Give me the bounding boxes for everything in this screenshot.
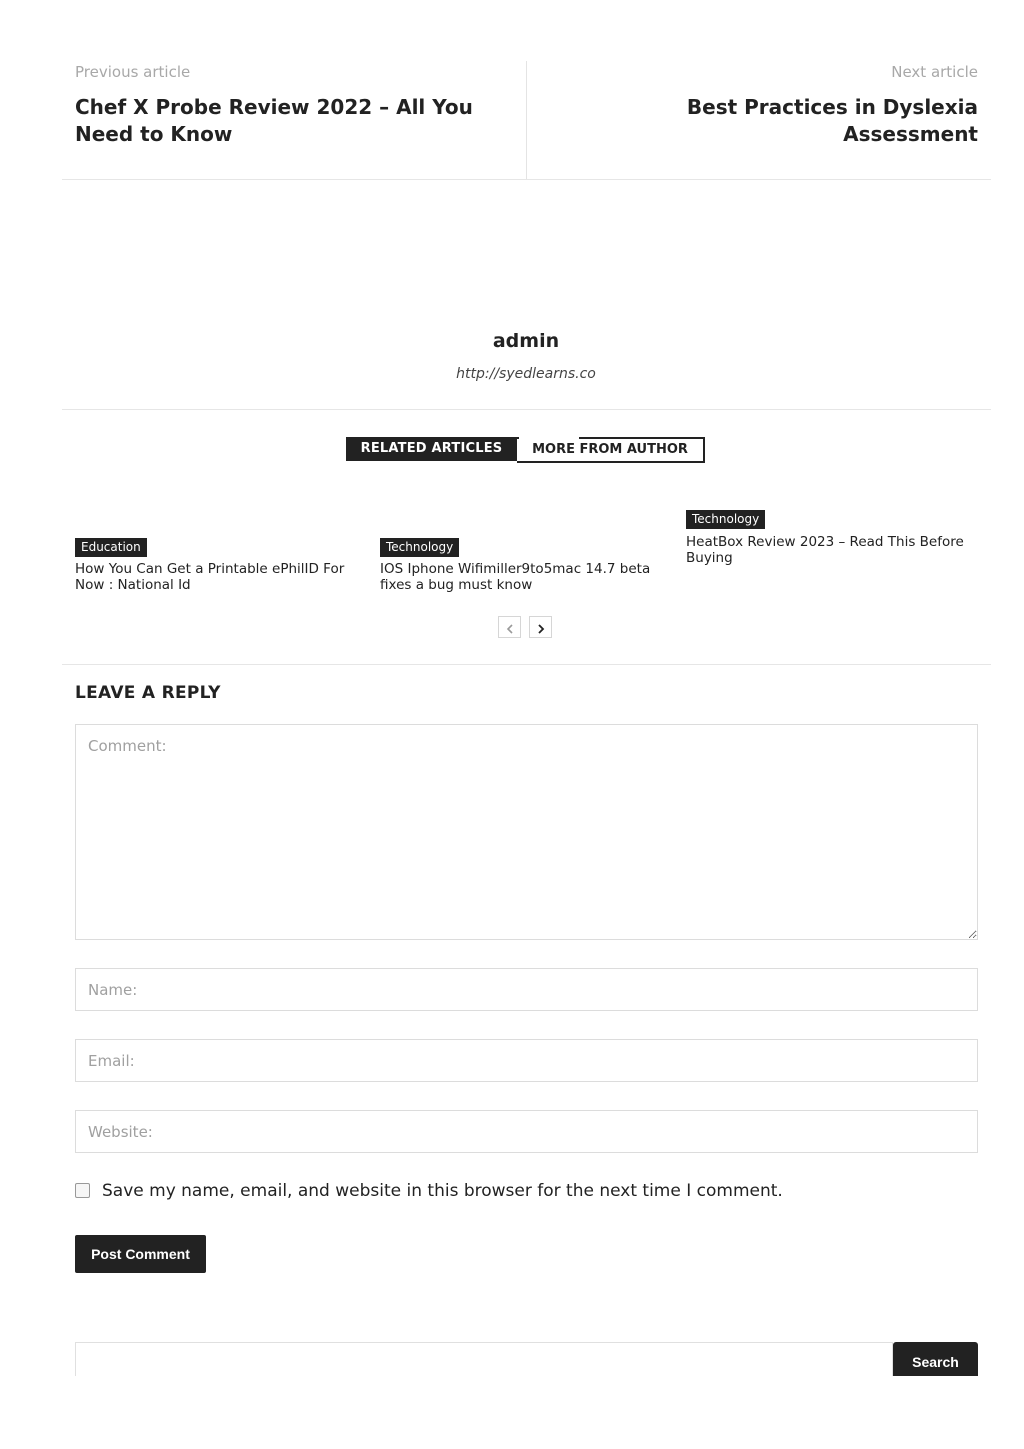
email-input[interactable] [75,1039,978,1082]
next-article-link[interactable]: Best Practices in Dyslexia Assessment [686,95,978,146]
search-button[interactable]: Search [893,1342,978,1376]
nav-divider [526,61,527,180]
pager-next-button[interactable] [529,616,552,638]
chevron-left-icon [506,624,514,634]
related-card[interactable] [75,536,360,593]
tab-more-from-author[interactable]: MORE FROM AUTHOR [517,437,705,463]
related-card-title[interactable]: IOS Iphone Wifimiller9to5mac 14.7 beta fixes a bug must know [380,561,651,593]
save-info-checkbox[interactable] [75,1183,90,1198]
search-input[interactable] [75,1342,893,1376]
author-url[interactable]: http://syedlearns.co [456,366,596,382]
category-badge[interactable]: Technology [380,538,459,557]
author-name[interactable]: admin [492,330,560,352]
previous-article-link[interactable]: Chef X Probe Review 2022 – All You Need to Know [75,95,473,146]
category-badge[interactable]: Education [75,538,147,557]
name-input[interactable] [75,968,978,1011]
section-divider [62,664,991,665]
related-card[interactable] [380,536,665,593]
related-card-title[interactable]: How You Can Get a Printable ePhilID For Now : National Id [75,561,345,593]
related-card[interactable] [686,508,971,566]
previous-article-label: Previous article [75,63,191,81]
comment-textarea[interactable] [75,724,978,940]
category-badge[interactable]: Technology [686,510,765,529]
section-divider [62,409,991,410]
next-article-label: Next article [891,63,978,81]
chevron-right-icon [537,624,545,634]
post-comment-button[interactable]: Post Comment [75,1235,206,1273]
section-divider [62,179,991,180]
tab-border-gap [519,437,579,439]
save-info-label: Save my name, email, and website in this browser for the next time I comment. [102,1181,783,1201]
pager-prev-button[interactable] [498,616,521,638]
tab-related-articles[interactable]: RELATED ARTICLES [346,437,517,461]
website-input[interactable] [75,1110,978,1153]
reply-heading: LEAVE A REPLY [75,683,221,703]
related-card-title[interactable]: HeatBox Review 2023 – Read This Before Buying [686,534,964,566]
